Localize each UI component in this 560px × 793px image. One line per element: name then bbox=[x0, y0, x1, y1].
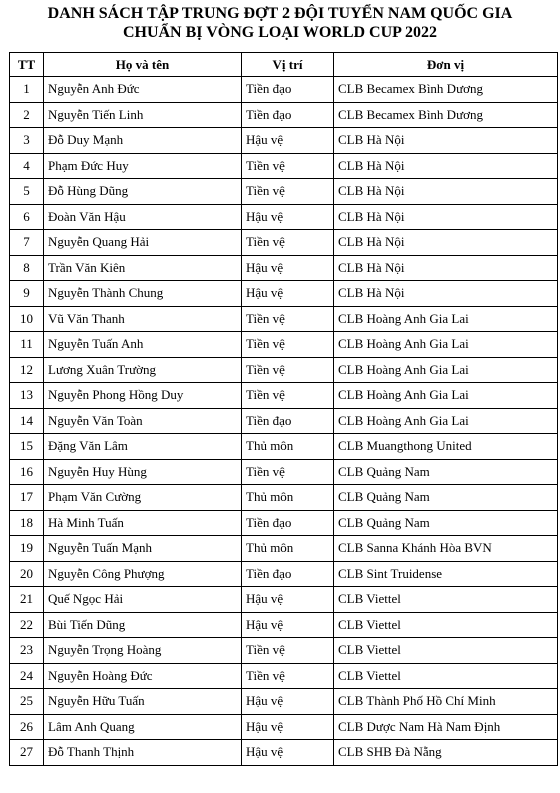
header-position: Vị trí bbox=[242, 53, 334, 77]
cell-name: Nguyễn Công Phượng bbox=[44, 561, 242, 587]
cell-name: Quế Ngọc Hải bbox=[44, 587, 242, 613]
cell-position: Hậu vệ bbox=[242, 689, 334, 715]
table-row bbox=[10, 561, 558, 587]
cell-club: CLB Hà Nội bbox=[334, 179, 558, 205]
cell-position: Hậu vệ bbox=[242, 587, 334, 613]
table-row bbox=[10, 306, 558, 332]
header-tt: TT bbox=[10, 53, 44, 77]
cell-club: CLB Sanna Khánh Hòa BVN bbox=[334, 536, 558, 562]
cell-club: CLB Hà Nội bbox=[334, 128, 558, 154]
cell-tt: 6 bbox=[10, 204, 44, 230]
cell-tt: 11 bbox=[10, 332, 44, 358]
cell-name: Bùi Tiến Dũng bbox=[44, 612, 242, 638]
cell-name: Phạm Đức Huy bbox=[44, 153, 242, 179]
title-line-2: CHUẨN BỊ VÒNG LOẠI WORLD CUP 2022 bbox=[122, 24, 438, 41]
cell-club: CLB Hoàng Anh Gia Lai bbox=[334, 306, 558, 332]
cell-tt: 26 bbox=[10, 714, 44, 740]
cell-name: Hà Minh Tuấn bbox=[44, 510, 242, 536]
cell-club: CLB Hoàng Anh Gia Lai bbox=[334, 357, 558, 383]
cell-name: Đặng Văn Lâm bbox=[44, 434, 242, 460]
cell-name: Nguyễn Anh Đức bbox=[44, 77, 242, 103]
table-row bbox=[10, 663, 558, 689]
cell-position: Tiền vệ bbox=[242, 357, 334, 383]
cell-position: Hậu vệ bbox=[242, 612, 334, 638]
table-body bbox=[10, 77, 558, 766]
cell-position: Tiền đạo bbox=[242, 102, 334, 128]
cell-position: Hậu vệ bbox=[242, 128, 334, 154]
cell-tt: 16 bbox=[10, 459, 44, 485]
cell-tt: 10 bbox=[10, 306, 44, 332]
header-name: Họ và tên bbox=[44, 53, 242, 77]
table-row bbox=[10, 638, 558, 664]
cell-name: Nguyễn Phong Hồng Duy bbox=[44, 383, 242, 409]
table-header-row bbox=[10, 53, 558, 77]
player-roster-table bbox=[9, 52, 558, 766]
table-row bbox=[10, 434, 558, 460]
cell-club: CLB Becamex Bình Dương bbox=[334, 77, 558, 103]
cell-tt: 18 bbox=[10, 510, 44, 536]
table-row bbox=[10, 510, 558, 536]
cell-position: Tiền đạo bbox=[242, 77, 334, 103]
cell-tt: 3 bbox=[10, 128, 44, 154]
cell-position: Hậu vệ bbox=[242, 740, 334, 766]
table-row bbox=[10, 587, 558, 613]
cell-tt: 24 bbox=[10, 663, 44, 689]
cell-club: CLB Sint Truidense bbox=[334, 561, 558, 587]
table-row bbox=[10, 332, 558, 358]
cell-club: CLB Hoàng Anh Gia Lai bbox=[334, 332, 558, 358]
cell-position: Tiền đạo bbox=[242, 408, 334, 434]
cell-position: Tiền vệ bbox=[242, 153, 334, 179]
cell-tt: 25 bbox=[10, 689, 44, 715]
cell-name: Nguyễn Quang Hải bbox=[44, 230, 242, 256]
cell-position: Tiền vệ bbox=[242, 459, 334, 485]
cell-club: CLB Viettel bbox=[334, 587, 558, 613]
cell-tt: 27 bbox=[10, 740, 44, 766]
header-club: Đơn vị bbox=[334, 53, 558, 77]
cell-position: Tiền vệ bbox=[242, 332, 334, 358]
table-row bbox=[10, 281, 558, 307]
table-row bbox=[10, 102, 558, 128]
cell-tt: 12 bbox=[10, 357, 44, 383]
table-row bbox=[10, 485, 558, 511]
cell-club: CLB Hoàng Anh Gia Lai bbox=[334, 383, 558, 409]
cell-club: CLB Viettel bbox=[334, 638, 558, 664]
cell-name: Đỗ Thanh Thịnh bbox=[44, 740, 242, 766]
cell-tt: 19 bbox=[10, 536, 44, 562]
cell-name: Nguyễn Thành Chung bbox=[44, 281, 242, 307]
cell-club: CLB Hà Nội bbox=[334, 153, 558, 179]
cell-name: Đoàn Văn Hậu bbox=[44, 204, 242, 230]
cell-name: Nguyễn Tuấn Mạnh bbox=[44, 536, 242, 562]
cell-club: CLB Hà Nội bbox=[334, 281, 558, 307]
table-row bbox=[10, 536, 558, 562]
cell-name: Đỗ Duy Mạnh bbox=[44, 128, 242, 154]
cell-club: CLB Thành Phố Hồ Chí Minh bbox=[334, 689, 558, 715]
cell-name: Phạm Văn Cường bbox=[44, 485, 242, 511]
cell-position: Tiền vệ bbox=[242, 383, 334, 409]
cell-position: Tiền vệ bbox=[242, 638, 334, 664]
cell-name: Lương Xuân Trường bbox=[44, 357, 242, 383]
cell-club: CLB Hà Nội bbox=[334, 230, 558, 256]
cell-tt: 5 bbox=[10, 179, 44, 205]
table-row bbox=[10, 459, 558, 485]
cell-tt: 20 bbox=[10, 561, 44, 587]
cell-position: Hậu vệ bbox=[242, 255, 334, 281]
cell-name: Đỗ Hùng Dũng bbox=[44, 179, 242, 205]
cell-tt: 1 bbox=[10, 77, 44, 103]
cell-name: Nguyễn Trọng Hoàng bbox=[44, 638, 242, 664]
cell-name: Trần Văn Kiên bbox=[44, 255, 242, 281]
table-row bbox=[10, 128, 558, 154]
cell-club: CLB Hà Nội bbox=[334, 204, 558, 230]
cell-position: Thủ môn bbox=[242, 434, 334, 460]
cell-club: CLB Quảng Nam bbox=[334, 485, 558, 511]
table-row bbox=[10, 612, 558, 638]
cell-club: CLB Quảng Nam bbox=[334, 510, 558, 536]
cell-position: Hậu vệ bbox=[242, 714, 334, 740]
cell-club: CLB Dược Nam Hà Nam Định bbox=[334, 714, 558, 740]
cell-tt: 4 bbox=[10, 153, 44, 179]
cell-club: CLB Hà Nội bbox=[334, 255, 558, 281]
cell-position: Tiền đạo bbox=[242, 510, 334, 536]
cell-name: Nguyễn Tuấn Anh bbox=[44, 332, 242, 358]
cell-club: CLB Quảng Nam bbox=[334, 459, 558, 485]
cell-tt: 2 bbox=[10, 102, 44, 128]
table-row bbox=[10, 179, 558, 205]
cell-position: Hậu vệ bbox=[242, 204, 334, 230]
title-line-1: DANH SÁCH TẬP TRUNG ĐỢT 2 ĐỘI TUYỂN NAM QUỐC GIA bbox=[47, 5, 513, 22]
cell-position: Hậu vệ bbox=[242, 281, 334, 307]
cell-tt: 23 bbox=[10, 638, 44, 664]
cell-name: Vũ Văn Thanh bbox=[44, 306, 242, 332]
cell-name: Nguyễn Huy Hùng bbox=[44, 459, 242, 485]
cell-position: Tiền vệ bbox=[242, 663, 334, 689]
table-row bbox=[10, 357, 558, 383]
cell-club: CLB Becamex Bình Dương bbox=[334, 102, 558, 128]
cell-tt: 9 bbox=[10, 281, 44, 307]
table-row bbox=[10, 204, 558, 230]
cell-tt: 17 bbox=[10, 485, 44, 511]
cell-club: CLB Muangthong United bbox=[334, 434, 558, 460]
table-row bbox=[10, 255, 558, 281]
cell-position: Tiền vệ bbox=[242, 179, 334, 205]
cell-tt: 21 bbox=[10, 587, 44, 613]
cell-tt: 14 bbox=[10, 408, 44, 434]
cell-position: Tiền đạo bbox=[242, 561, 334, 587]
table-row bbox=[10, 383, 558, 409]
cell-position: Tiền vệ bbox=[242, 306, 334, 332]
cell-club: CLB Viettel bbox=[334, 612, 558, 638]
cell-position: Tiền vệ bbox=[242, 230, 334, 256]
cell-club: CLB SHB Đà Nẵng bbox=[334, 740, 558, 766]
cell-name: Nguyễn Tiến Linh bbox=[44, 102, 242, 128]
cell-name: Lâm Anh Quang bbox=[44, 714, 242, 740]
table-row bbox=[10, 689, 558, 715]
cell-position: Thủ môn bbox=[242, 536, 334, 562]
cell-name: Nguyễn Văn Toàn bbox=[44, 408, 242, 434]
cell-name: Nguyễn Hữu Tuấn bbox=[44, 689, 242, 715]
cell-tt: 15 bbox=[10, 434, 44, 460]
table-row bbox=[10, 153, 558, 179]
cell-position: Thủ môn bbox=[242, 485, 334, 511]
table-row bbox=[10, 714, 558, 740]
table-row bbox=[10, 740, 558, 766]
cell-tt: 13 bbox=[10, 383, 44, 409]
table-row bbox=[10, 77, 558, 103]
cell-tt: 8 bbox=[10, 255, 44, 281]
document-title bbox=[0, 0, 560, 44]
table-row bbox=[10, 408, 558, 434]
cell-tt: 22 bbox=[10, 612, 44, 638]
cell-tt: 7 bbox=[10, 230, 44, 256]
cell-name: Nguyễn Hoàng Đức bbox=[44, 663, 242, 689]
cell-club: CLB Hoàng Anh Gia Lai bbox=[334, 408, 558, 434]
cell-club: CLB Viettel bbox=[334, 663, 558, 689]
table-row bbox=[10, 230, 558, 256]
